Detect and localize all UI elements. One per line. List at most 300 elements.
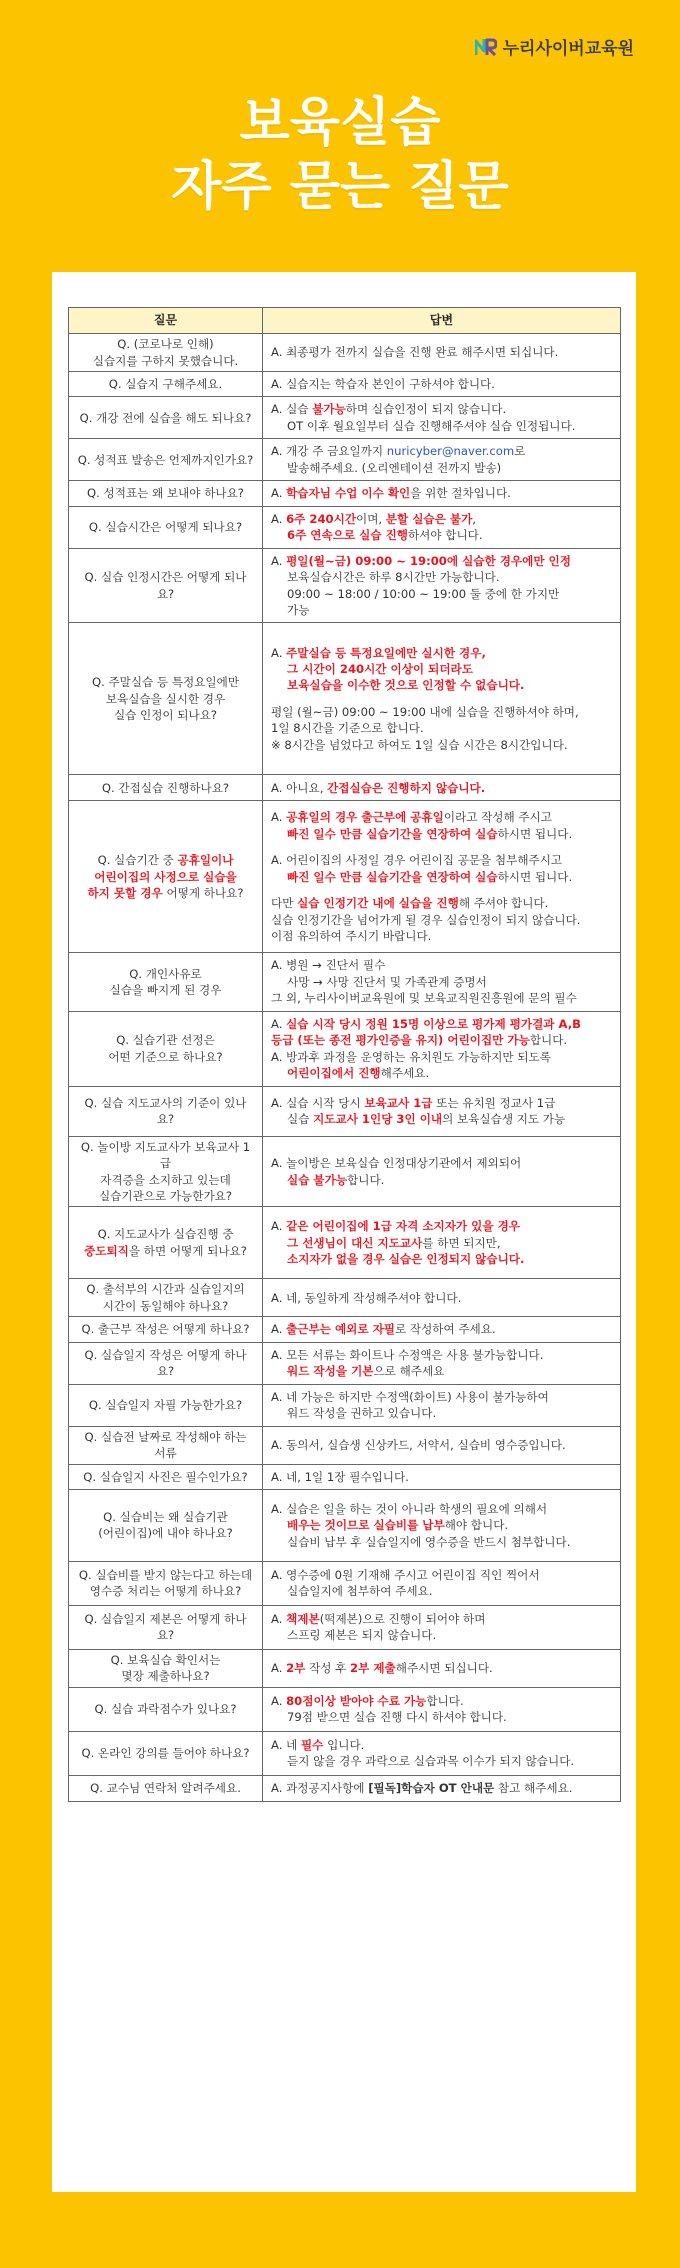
answer-cell [263,1464,621,1489]
answer-text: 로 [514,444,526,459]
highlight-text: 주말실습 등 특정요일에만 실시한 경우, [286,645,486,660]
answer-text: A. 네, 1일 1장 필수입니다. [271,1469,409,1484]
answer-text: [필독]학습자 OT 안내문 [368,1781,495,1796]
question-line [77,1226,254,1242]
table-row [69,801,621,953]
table-row [69,1086,621,1136]
answer-line [271,809,614,825]
question-line [77,1243,254,1259]
answer-line [271,1583,614,1599]
answer-text: 스프링 제본은 되지 않습니다. [287,1628,437,1643]
table-row [69,506,621,548]
answer-text: 로 작성하여 주세요. [394,1322,496,1337]
question-cell [69,506,263,548]
question-cell [69,623,263,775]
table-row [69,1775,621,1801]
answer-cell [263,1342,621,1384]
question-line [77,869,254,885]
faq-table [68,307,621,1802]
question-cell [69,481,263,506]
answer-line [271,1611,614,1627]
answer-text: OT 이후 월요일부터 실습 진행해주셔야 실습 인정됩니다. [287,418,576,433]
highlight-text: 불가능 [312,402,346,417]
highlight-text: 실습 시작 당시 정원 15명 이상으로 평가제 평가결과 A,B [286,1016,581,1031]
answer-line [271,1155,614,1171]
question-line: Q. 실습일지 사진은 필수인가요? [83,1469,248,1484]
table-row [69,1426,621,1464]
answer-text: A. [271,553,287,568]
answer-line [271,401,614,417]
answer-text: A. 아니요, [271,780,328,795]
answer-line [271,704,614,720]
answer-text: , [472,511,476,526]
answer-text: Q. 실습기간 중 [97,853,178,868]
answer-text: A. 모든 서류는 화이트나 수정액은 사용 불가능합니다. [271,1347,544,1362]
answer-text: 보육실습시간은 하루 8시간만 가능합니다. [287,570,500,585]
answer-text: A. 놀이방은 보육실습 인정대상기관에서 제외되어 [271,1156,522,1171]
question-cell [69,1342,263,1384]
answer-cell [263,1687,621,1731]
faq-body [69,334,621,1802]
answer-line [271,376,614,392]
question-cell [69,1489,263,1561]
question-cell [69,1775,263,1801]
question-cell [69,1207,263,1279]
nr-logo-icon [475,38,497,56]
table-row [69,1136,621,1207]
answer-text: 1일 8시간을 기준으로 합니다. [271,721,424,736]
answer-cell [263,1011,621,1086]
highlight-text: 그 시간이 240시간 이상이 되더라도 [287,662,473,677]
answer-line [271,1627,614,1643]
answer-text: 실습일지에 첨부하여 주세요. [287,1584,433,1599]
question-line [77,852,254,868]
question-cell [69,1649,263,1687]
answer-cell [263,1731,621,1775]
highlight-text: 빠진 일수 만큼 실습기간을 연장하여 실습 [287,826,498,841]
answer-text: 그 외, 누리사이버교육원에 및 보육교직원진흥원에 문의 필수 [271,991,577,1006]
answer-line [271,661,614,677]
answer-line [271,780,614,796]
table-row [69,1011,621,1086]
highlight-text: 책제본 [286,1612,320,1626]
answer-line [271,1016,614,1032]
answer-text: A. [271,486,287,501]
answer-text: 다만 [271,896,298,911]
question-line: Q. 출근부 작성은 어떻게 하나요? [81,1322,250,1337]
answer-text: A. 실습지는 학습자 본인이 구하셔야 합니다. [271,377,495,391]
answer-line [271,1049,614,1065]
table-row [69,1342,621,1384]
question-cell [69,1317,263,1342]
table-row [69,1464,621,1489]
email-text: nuricyber@naver.com [386,444,515,459]
answer-text: 를 하면 되지만, [422,1235,501,1250]
answer-line [271,1469,614,1485]
table-row [69,623,621,775]
question-cell [69,1605,263,1649]
table-row [69,548,621,623]
question-line: Q. 실습 인정시간은 어떻게 되나요? [84,570,247,601]
answer-line [271,869,614,885]
answer-text: 평일 (월~금) 09:00 ~ 19:00 내에 실습을 진행하셔야 하며, [271,704,579,719]
answer-text: 듣지 않을 경우 과락으로 실습과목 이수가 되지 않습니다. [287,1754,575,1769]
question-line: 시간이 동일해야 하나요? [102,1298,229,1313]
question-cell [69,1011,263,1086]
question-line: Q. 실습일지 자필 가능한가요? [88,1397,243,1412]
answer-line [271,527,614,543]
answer-text: A. [271,1661,287,1676]
answer-line [271,1517,614,1533]
question-line [77,885,254,901]
answer-line [271,1111,614,1127]
answer-cell [263,1384,621,1426]
highlight-text: 평일(월~금) 09:00 ~ 19:00에 실습한 경우에만 인정 [286,553,571,568]
question-line: Q. 실습비는 왜 실습기관 [103,1510,228,1524]
question-line: (어린이집)에 내야 하나요? [98,1526,233,1541]
answer-cell [263,1136,621,1207]
header-question: 질문 [69,308,263,334]
brand-logo[interactable] [475,34,634,59]
highlight-text: 6주 240시간 [286,511,357,526]
highlight-text: 실습 불가능 [287,1172,348,1187]
answer-text: 해야 합니다. [444,1518,509,1533]
question-cell [69,334,263,372]
answer-line [271,842,614,852]
question-line: Q. 실습일지 제본은 어떻게 하나요? [84,1612,247,1643]
question-line: Q. 실습비를 받지 않는다고 하는데 [78,1568,253,1582]
question-line: 자격증을 소지하고 있는데 [100,1172,231,1187]
answer-text: 하셔야 합니다. [407,528,483,543]
answer-text: 해주시면 되십니다. [395,1661,493,1676]
answer-line [271,511,614,527]
answer-text: 사망 → 사망 진단서 및 가족관계 증명서 [287,974,487,989]
answer-text: A. [271,1612,287,1626]
question-line: 보육실습을 실시한 경우 [105,691,226,706]
answer-text: A. 최종평가 전까지 실습을 진행 완료 해주시면 되십니다. [271,345,559,360]
highlight-text: 같은 어린이집에 1급 자격 소지자가 있을 경우 [286,1219,520,1234]
highlight-text: 간접실습은 진행하지 않습니다. [327,780,486,795]
answer-cell [263,334,621,372]
answer-cell [263,1605,621,1649]
answer-line [271,928,614,944]
question-line: Q. 실습시간은 어떻게 되나요? [88,519,243,534]
table-row [69,1317,621,1342]
answer-text: 을 하면 어떻게 되나요? [128,1243,247,1258]
answer-text: A. 실습은 일을 하는 것이 아니라 학생의 필요에 의해서 [271,1501,548,1516]
answer-text: 으로 해주세요 [373,1364,445,1379]
highlight-text: 배우는 것이므로 실습비를 납부 [287,1518,445,1533]
answer-cell [263,1426,621,1464]
answer-line [271,1780,614,1796]
answer-text: 을 위한 절차입니다. [410,486,511,501]
answer-line [271,1363,614,1379]
answer-line [271,895,614,911]
answer-line [271,1405,614,1421]
question-cell [69,1279,263,1317]
table-row [69,1687,621,1731]
question-line: 실습기관으로 가능한가요? [98,1188,233,1203]
answer-text: 09:00 ~ 18:00 / 10:00 ~ 19:00 둘 중에 한 가지만 [287,586,560,601]
answer-text: 의 보육실습생 지도 가능 [442,1112,566,1127]
table-row [69,1207,621,1279]
question-cell [69,1136,263,1207]
highlight-text: 출근부는 예외로 자필 [286,1322,395,1337]
answer-cell [263,801,621,953]
answer-cell [263,481,621,506]
table-row [69,1731,621,1775]
answer-line [271,1534,614,1550]
question-cell [69,1731,263,1775]
question-line: 실습지를 구하지 못했습니다. [92,353,239,368]
table-row [69,1605,621,1649]
question-line: Q. 실습 과락점수가 있나요? [94,1702,237,1717]
answer-text: 하시면 됩니다. [497,869,573,884]
highlight-text: 2부 제출 [350,1661,396,1676]
answer-line [271,677,614,693]
answer-text: 발송해주세요. (오리엔테이션 전까지 발송) [287,460,502,475]
answer-line [271,602,614,618]
highlight-text: 보육실습을 이수한 것으로 인정할 수 없습니다. [287,678,525,693]
highlight-text: 80점이상 받아야 수료 가능 [286,1694,427,1708]
answer-cell [263,439,621,481]
table-row [69,334,621,372]
answer-line [271,485,614,501]
answer-cell [263,1561,621,1605]
answer-line [271,553,614,569]
answer-line [271,912,614,928]
answer-text: A. [271,511,287,526]
answer-text: A. 네 가능은 하지만 수정액(화이트) 사용이 불가능하여 [271,1389,549,1404]
answer-line [271,1567,614,1583]
question-line: 실습 인정이 되나요? [113,708,218,723]
answer-text: A. 어린이집의 사정일 경우 어린이집 공문을 첨부해주시고 [271,853,563,868]
question-line: 실습을 빠지게 된 경우 [109,983,222,998]
answer-text: 실습 인정기간을 넘어가게 될 경우 실습인정이 되지 않습니다. [271,912,581,927]
answer-text: A. [271,1694,287,1708]
answer-text: A. 영수증에 0원 기재해 주시고 어린이집 직인 찍어서 [271,1568,540,1582]
answer-text: A. 네, 동일하게 작성해주셔야 합니다. [271,1290,462,1305]
answer-text: 어떻게 하나요? [162,886,244,901]
answer-line [271,826,614,842]
answer-text: 합니다. [529,1033,568,1048]
table-row [69,481,621,506]
question-line: 서류 [154,1446,177,1461]
header-answer: 답변 [263,308,621,334]
question-line: Q. 교수님 연락처 알려주세요. [90,1781,241,1796]
answer-text: A. [271,810,287,825]
answer-cell [263,506,621,548]
highlight-text: 지도교사 1인당 3인 이내 [313,1112,443,1127]
answer-text: 하시면 됩니다. [497,826,573,841]
question-cell [69,1687,263,1731]
question-cell [69,953,263,1011]
answer-cell [263,1317,621,1342]
highlight-text: 2부 [286,1661,306,1676]
answer-line [271,344,614,360]
answer-line [271,569,614,585]
question-cell [69,801,263,953]
answer-line [271,418,614,434]
answer-line [271,720,614,736]
answer-line [271,1095,614,1111]
question-line: Q. 실습전 날짜로 작성해야 하는 [84,1429,247,1444]
answer-line [271,957,614,973]
question-line: 몇장 제출하나요? [121,1669,210,1684]
question-line: Q. 실습일지 작성은 어떻게 하나요? [84,1347,247,1379]
highlight-text: 그 선생님이 대신 지도교사 [287,1235,423,1250]
question-cell [69,397,263,439]
question-cell [69,372,263,397]
question-line: Q. 놀이방 지도교사가 보육교사 1급 [80,1139,251,1171]
answer-text: 합니다. [347,1172,385,1187]
answer-text: 가능 [287,602,310,617]
question-line: Q. 실습기관 선정은 [116,1033,215,1048]
answer-text: 이점 유의하여 주시기 바랍니다. [271,929,432,944]
answer-text: A. 네 [271,1738,301,1752]
answer-text: 이라고 작성해 주시고 [443,810,552,825]
question-line: Q. 실습지 구해주세요. [108,377,223,391]
answer-line [271,1065,614,1081]
answer-text: 또는 유치원 정교사 1급 [432,1095,556,1110]
answer-cell [263,1489,621,1561]
question-line: Q. 간접실습 진행하나요? [101,780,230,795]
page-title-line2: 자주 묻는 질문 [171,157,509,217]
answer-line [271,1709,614,1725]
answer-line [271,1753,614,1769]
answer-text: 실습 [287,1112,314,1127]
answer-text: A. [271,1322,287,1337]
highlight-text: 보육교사 1급 [364,1095,433,1110]
answer-text: A. 과정공지사항에 [271,1781,369,1796]
answer-cell [263,1207,621,1279]
answer-line [271,737,614,753]
answer-line [271,1290,614,1306]
answer-line [271,1172,614,1188]
table-row [69,397,621,439]
answer-text: ※ 8시간을 넘었다고 하여도 1일 실습 시간은 8시간입니다. [271,737,568,752]
highlight-text: 중도퇴직 [84,1243,129,1258]
table-row [69,1384,621,1426]
faq-card [52,272,636,2192]
question-line: Q. 온라인 강의를 들어야 하나요? [81,1746,250,1761]
answer-text: A. [271,1219,287,1234]
answer-text: Q. 지도교사가 실습진행 중 [97,1227,234,1242]
answer-line [271,1347,614,1363]
highlight-text: 어린이집의 사정으로 실습을 [94,869,237,884]
answer-line [271,1032,614,1048]
question-line: Q. 주말실습 등 특정요일에만 [91,675,240,690]
answer-line [271,1693,614,1709]
question-line: Q. 개인사유로 [129,966,202,981]
question-line: Q. (코로나로 인해) [117,337,214,352]
answer-text: A. 동의서, 실습생 신상카드, 서약서, 실습비 영수증입니다. [271,1437,566,1452]
answer-line [271,990,614,1006]
highlight-text: 소지자가 없을 경우 실습은 인정되지 않습니다. [287,1252,525,1267]
answer-text: A. 방과후 과정을 운영하는 유치원도 가능하지만 되도록 [271,1049,551,1064]
answer-text: 워드 작성을 권하고 있습니다. [287,1406,437,1421]
answer-line [271,460,614,476]
table-row [69,1489,621,1561]
answer-line [271,1218,614,1234]
answer-text: 실습비 납부 후 실습일지에 영수증을 반드시 첨부합니다. [287,1534,571,1549]
answer-text: 참고 해주세요. [494,1781,573,1796]
table-row [69,953,621,1011]
question-line: Q. 실습 지도교사의 기준이 있나요? [84,1095,247,1127]
question-cell [69,1086,263,1136]
answer-cell [263,1279,621,1317]
answer-cell [263,372,621,397]
highlight-text: 빠진 일수 만큼 실습기간을 연장하여 실습 [287,869,498,884]
answer-cell [263,623,621,775]
answer-text: A. [271,645,287,660]
highlight-text: 등급 (또는 종전 평가인증을 유지) 어린이집만 가능 [271,1033,530,1048]
table-row [69,1649,621,1687]
question-line: 영수증 처리는 어떻게 하나요? [89,1584,242,1599]
highlight-text: 학습자님 수업 이수 확인 [286,486,411,501]
answer-text: (떡제본)으로 진행이 되어야 하며 [319,1612,486,1626]
answer-line [271,1235,614,1251]
answer-line [271,852,614,868]
answer-line [271,1501,614,1517]
table-row [69,775,621,801]
answer-text: 79점 받으면 실습 진행 다시 하셔야 합니다. [287,1710,507,1725]
question-cell [69,1426,263,1464]
question-line: Q. 개강 전에 실습을 해도 되나요? [79,410,252,425]
answer-line [271,974,614,990]
table-row [69,1561,621,1605]
question-line: 어떤 기준으로 하나요? [108,1049,223,1064]
answer-line [271,1437,614,1453]
answer-cell [263,953,621,1011]
answer-line [271,1389,614,1405]
answer-line [271,1321,614,1337]
answer-cell [263,1086,621,1136]
question-line: Q. 보육실습 확인서는 [110,1653,221,1667]
answer-cell [263,397,621,439]
answer-line [271,1737,614,1753]
answer-line [271,645,614,661]
answer-text: A. 개강 주 금요일까지 [271,444,387,459]
table-row [69,439,621,481]
answer-text: 하며 실습인정이 되지 않습니다. [345,402,507,417]
page-title-line1: 보육실습 [239,93,441,153]
answer-text: 이며, [356,511,386,526]
question-line: Q. 출석부의 시간과 실습일지의 [86,1282,245,1297]
highlight-text: 어린이집에서 진행 [287,1066,381,1081]
question-line: Q. 성적표 발송은 언제까지인가요? [77,452,254,467]
answer-cell [263,1775,621,1801]
answer-line [271,586,614,602]
answer-text: A. 실습 [271,402,313,417]
answer-text: 합니다. [426,1694,464,1708]
highlight-text: 6주 연속으로 실습 진행 [287,528,408,543]
question-cell [69,775,263,801]
question-cell [69,1561,263,1605]
highlight-text: 하지 못할 경우 [87,886,163,901]
answer-text: 해 주셔야 합니다. [458,896,549,911]
answer-text: 해주세요. [380,1066,430,1081]
highlight-text: 공휴일의 경우 출근부에 공휴일 [286,810,444,825]
highlight-text: 분할 실습은 불가 [385,511,473,526]
highlight-text: 공휴일이나 [177,853,234,868]
highlight-text: 워드 작성을 기본 [287,1364,374,1379]
table-row [69,1279,621,1317]
question-cell [69,439,263,481]
question-cell [69,1384,263,1426]
highlight-text: 필수 [300,1738,324,1752]
answer-cell [263,775,621,801]
